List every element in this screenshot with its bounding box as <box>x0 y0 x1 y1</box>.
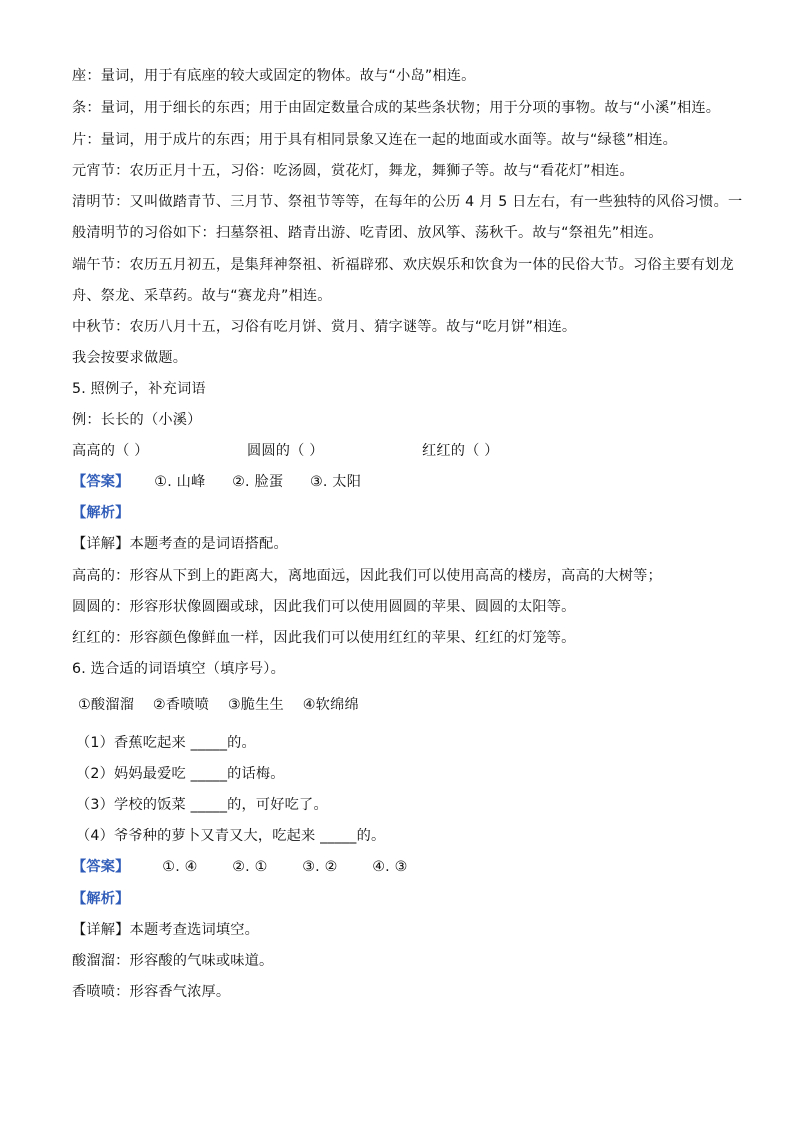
question-6-options: ①酸溜溜 ②香喷喷 ③脆生生 ④软绵绵 <box>78 697 359 713</box>
explain-xiangpenpen: 香喷喷：形容香气浓厚。 <box>72 984 231 1000</box>
question-6-sentence-4: （4）爷爷种的萝卜又青又大，吃起来 _____的。 <box>76 828 386 844</box>
blank-yuanyuan: 圆圆的（ ） <box>247 443 324 459</box>
section-heading: 我会按要求做题。 <box>72 350 188 366</box>
question-5-title: 5. 照例子，补充词语 <box>72 381 206 397</box>
question-6-analysis-tag <box>72 889 130 909</box>
line-tiao: 条：量词，用于细长的东西；用于由固定数量合成的某些条状物；用于分项的事物。故与“小溪”相连。 <box>72 100 721 116</box>
detail-tag: 【详解】 <box>72 922 130 938</box>
line-zuo: 座：量词，用于有底座的较大或固定的物体。故与“小岛”相连。 <box>72 68 476 84</box>
question-5-detail <box>72 534 288 554</box>
line-duanwu-2: 舟、祭龙、采草药。故与“赛龙舟”相连。 <box>72 288 332 304</box>
line-duanwu-1: 端午节：农历五月初五，是集拜神祭祖、祈福辟邪、欢庆娱乐和饮食为一体的民俗大节。习俗主要有划龙 <box>72 257 734 273</box>
explain-suanliuliu: 酸溜溜：形容酸的气味或味道。 <box>72 953 274 969</box>
question-6-title: 6. 选合适的词语填空（填序号）。 <box>72 661 285 677</box>
analysis-tag: 【解析】 <box>72 891 130 907</box>
answer-tag: 【答案】 <box>72 859 130 875</box>
detail-tag: 【详解】 <box>72 536 130 552</box>
detail-text: 本题考查选词填空。 <box>129 922 260 938</box>
answer-item: ③. 太阳 <box>309 474 362 490</box>
explain-gaogao: 高高的：形容从下到上的距离大，离地面远，因此我们可以使用高高的楼房，高高的大树等； <box>72 568 662 584</box>
question-6-sentence-2: （2）妈妈最爱吃 _____的话梅。 <box>76 766 285 782</box>
question-5-example: 例：长长的（小溪） <box>72 412 202 428</box>
line-pian: 片：量词，用于成片的东西；用于具有相同景象又连在一起的地面或水面等。故与“绿毯”相连。 <box>72 132 677 148</box>
line-qingming-2: 般清明节的习俗如下：扫墓祭祖、踏青出游、吃青团、放风筝、荡秋千。故与“祭祖先”相连。 <box>72 225 663 241</box>
question-6-answer <box>72 857 408 877</box>
answer-item: ①. ④ <box>162 859 198 875</box>
explain-yuanyuan: 圆圆的：形容形状像圆圈或球，因此我们可以使用圆圆的苹果、圆圆的太阳等。 <box>72 599 576 615</box>
line-qingming-1: 清明节：又叫做踏青节、三月节、祭祖节等等，在每年的公历 4 月 5 日左右，有一些独特的风俗习惯。一 <box>72 194 743 210</box>
question-5-answer <box>72 472 361 492</box>
answer-item: ④. ③ <box>372 859 408 875</box>
line-zhongqiu: 中秋节：农历八月十五，习俗有吃月饼、赏月、猜字谜等。故与“吃月饼”相连。 <box>72 319 577 335</box>
question-5-blanks <box>72 441 499 461</box>
blank-honghong: 红红的（ ） <box>422 443 499 459</box>
answer-item: ②. ① <box>232 859 268 875</box>
question-6-detail <box>72 920 259 940</box>
answer-item: ②. 脸蛋 <box>232 474 284 490</box>
line-yuanxiao: 元宵节：农历正月十五，习俗：吃汤圆，赏花灯，舞龙，舞狮子等。故与“看花灯”相连。 <box>72 163 634 179</box>
blank-gaogao: 高高的（ ） <box>72 443 149 459</box>
answer-item: ①. 山峰 <box>154 474 206 490</box>
question-6-sentence-1: （1）香蕉吃起来 _____的。 <box>76 735 256 751</box>
answer-tag: 【答案】 <box>72 474 130 490</box>
detail-text: 本题考查的是词语搭配。 <box>129 536 288 552</box>
explain-honghong: 红红的：形容颜色像鲜血一样，因此我们可以使用红红的苹果、红红的灯笼等。 <box>72 630 576 646</box>
question-5-analysis-tag <box>72 503 130 523</box>
analysis-tag: 【解析】 <box>72 505 130 521</box>
question-6-sentence-3: （3）学校的饭菜 _____的，可好吃了。 <box>76 797 328 813</box>
answer-item: ③. ② <box>302 859 338 875</box>
